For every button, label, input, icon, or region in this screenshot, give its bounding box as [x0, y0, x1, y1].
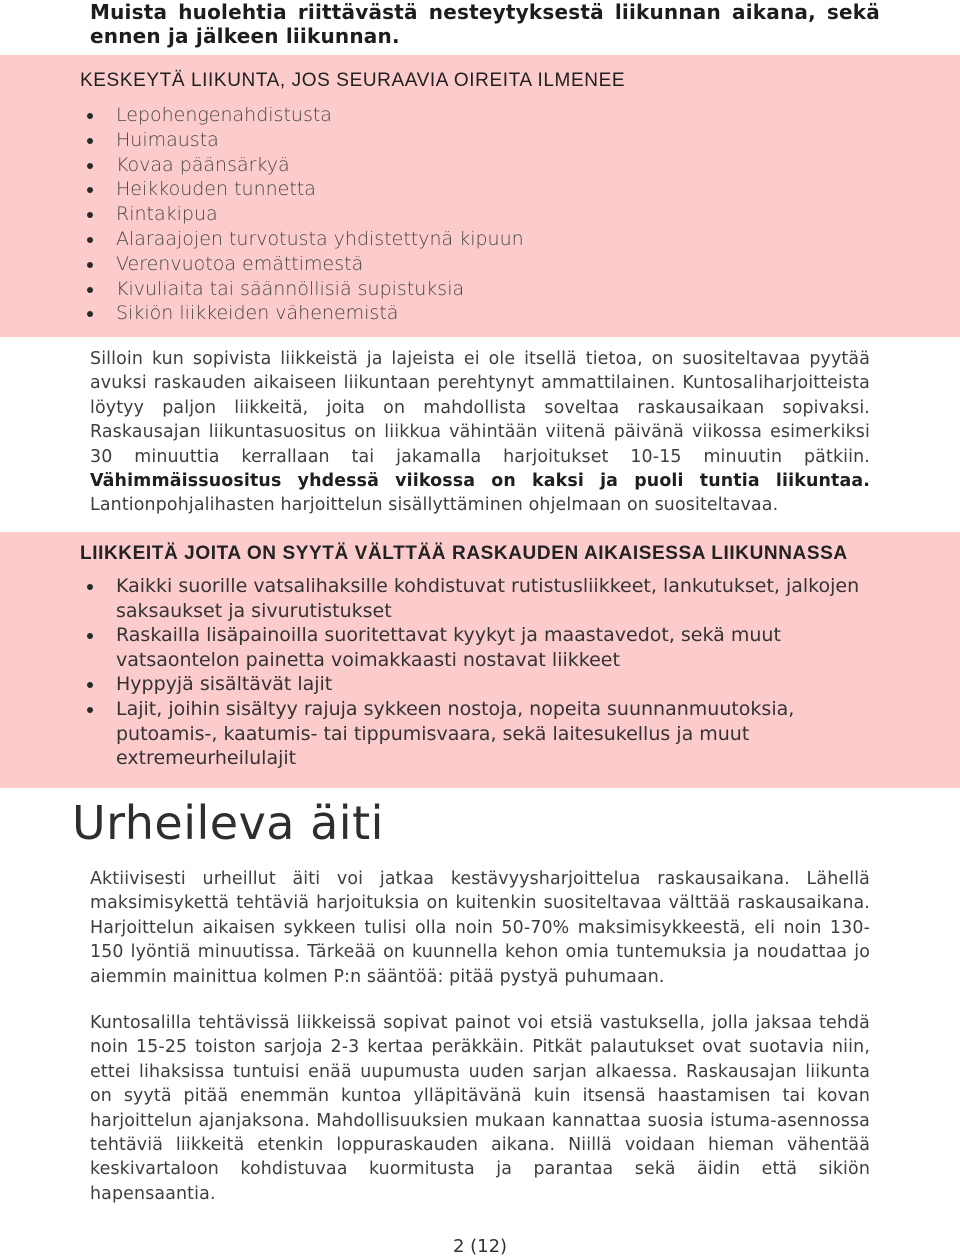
stop-exercise-box — [0, 55, 960, 337]
minimum-recommendation: Vähimmäissuositus yhdessä viikossa on kaksi ja puoli tuntia liikuntaa. — [90, 471, 870, 492]
symptom-list — [87, 103, 524, 326]
avoid-exercises-box — [0, 532, 960, 788]
list-item: Raskailla lisäpainoilla suoritettavat kyykyt ja maastavedot, sekä muut vatsaontelon painetta voimakkaasti nostavat liikkeet — [87, 623, 887, 672]
list-item: Lajit, joihin sisältyy rajuja sykkeen nostoja, nopeita suunnanmuutoksia, putoamis-, kaatumis- tai tippumisvaara, sekä laitesukellus ja muut extremeurheilulajit — [87, 697, 887, 771]
paragraph-tail: Lantionpohjalihasten harjoittelun sisällyttäminen ohjelmaan on suositeltavaa. — [90, 495, 779, 516]
recommendation-paragraph — [90, 347, 870, 518]
list-item: Sikiön liikkeiden vähenemistä — [87, 301, 524, 326]
page-number: 2 (12) — [452, 1236, 508, 1257]
list-item: Kivuliaita tai säännöllisiä supistuksia — [87, 277, 524, 302]
list-item: Lepohengenahdistusta — [87, 103, 524, 128]
section-title: Urheileva äiti — [72, 796, 384, 850]
list-item: Verenvuotoa emättimestä — [87, 252, 524, 277]
avoid-box-title: LIIKKEITÄ JOITA ON SYYTÄ VÄLTTÄÄ RASKAUDEN AIKAISESSA LIIKUNNASSA — [80, 543, 848, 564]
list-item: Huimausta — [87, 128, 524, 153]
list-item: Alaraajojen turvotusta yhdistettynä kipuun — [87, 227, 524, 252]
avoid-list — [87, 574, 887, 771]
hydration-note: Muista huolehtia riittävästä nesteytyksestä liikunnan aikana, sekä ennen ja jälkeen liikunnan. — [90, 0, 880, 48]
list-item: Kovaa päänsärkyä — [87, 153, 524, 178]
list-item: Heikkouden tunnetta — [87, 177, 524, 202]
stop-box-title: KESKEYTÄ LIIKUNTA, JOS SEURAAVIA OIREITA ILMENEE — [80, 70, 626, 91]
paragraph-text: Silloin kun sopivista liikkeistä ja lajeista ei ole itsellä tietoa, on suositeltavaa pyytää avuksi raskauden aikaiseen liikuntaan perehtynyt ammattilainen. Kuntosaliharjoitteista löytyy paljon liikkeitä, joita on mahdollista soveltaa raskausaikaan sopivaksi. Raskausajan liikuntasuositus on liikkua vähintään viitenä päivänä viikossa esimerkiksi 30 minuuttia kerrallaan tai jakamalla harjoitukset 10-15 minuutin pätkiin. — [90, 349, 870, 467]
list-item: Kaikki suorille vatsalihaksille kohdistuvat rutistusliikkeet, lankutukset, jalkojen saksaukset ja sivurutistukset — [87, 574, 887, 623]
athlete-mother-paragraph: Aktiivisesti urheillut äiti voi jatkaa kestävyysharjoittelua raskausaikana. Lähellä maksimisykettä tehtäviä harjoituksia on kuitenkin suositeltavaa välttää raskausaikana. Harjoittelun aikaisen sykkeen tulisi olla noin 50-70% maksimisykkeestä, eli noin 130-150 lyöntiä minuutissa. Tärkeää on kuunnella kehon omia tuntemuksia ja noudattaa jo aiemmin mainittua kolmen P:n sääntöä: pitää pystyä puhumaan. — [90, 869, 870, 987]
list-item: Hyppyjä sisältävät lajit — [87, 672, 887, 697]
list-item: Rintakipua — [87, 202, 524, 227]
gym-paragraph: Kuntosalilla tehtävissä liikkeissä sopivat painot voi etsiä vastuksella, jolla jaksaa tehdä noin 15-25 toiston sarjoja 2-3 kertaa peräkkäin. Pitkät palautukset ovat suotavia niin, ettei lihaksissa tuntuisi enää uupumusta uuden sarjan alkaessa. Raskausajan liikunta on syytä pitää enemmän kuntoa ylläpitävänä kuin itsensä haastamisen tai kovan harjoittelun ajanjaksona. Mahdollisuuksien mukaan kannattaa suosia istuma-asennossa tehtäviä liikkeitä etenkin loppuraskauden aikana. Niillä voidaan hieman vähentää keskivartaloon kohdistuvaa kuormitusta ja parantaa sekä äidin että sikiön hapensaantia. — [90, 1013, 870, 1204]
